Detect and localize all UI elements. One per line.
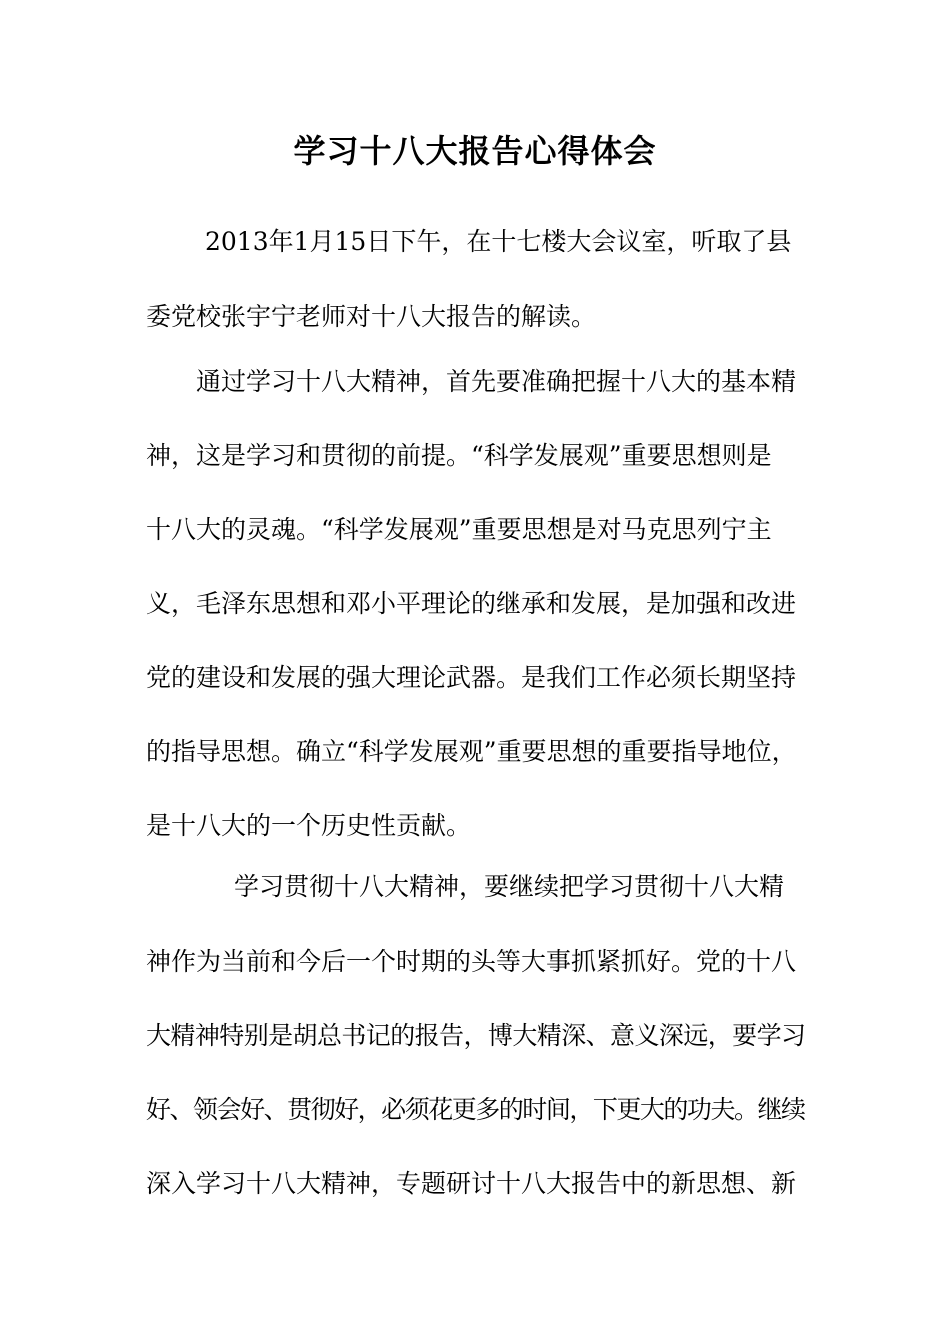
- paragraph-1-line-2: 委党校张宇宁老师对十八大报告的解读。: [146, 302, 597, 331]
- paragraph-3-line-1: 学习贯彻十八大精神，要继续把学习贯彻十八大精: [234, 872, 785, 901]
- paragraph-2-line-6: 的指导思想。确立“科学发展观”重要思想的重要指导地位，: [146, 737, 797, 766]
- paragraph-2-line-5: 党的建设和发展的强大理论武器。是我们工作必须长期坚持: [146, 663, 797, 692]
- paragraph-2-line-7: 是十八大的一个历史性贡献。: [146, 811, 472, 840]
- paragraph-2-line-2: 神，这是学习和贯彻的前提。“科学发展观”重要思想则是: [146, 441, 772, 470]
- paragraph-2-line-3: 十八大的灵魂。“科学发展观”重要思想是对马克思列宁主: [146, 515, 772, 544]
- paragraph-3-line-4: 好、领会好、贯彻好，必须花更多的时间，下更大的功夫。继续: [146, 1095, 805, 1124]
- document-title: 学习十八大报告心得体会: [293, 132, 657, 170]
- paragraph-2-line-1: 通过学习十八大精神，首先要准确把握十八大的基本精: [196, 367, 797, 396]
- paragraph-1-line-1: 2013年1月15日下午，在十七楼大会议室，听取了县: [205, 227, 792, 256]
- paragraph-3-line-2: 神作为当前和今后一个时期的头等大事抓紧抓好。党的十八: [146, 947, 797, 976]
- paragraph-3-line-5: 深入学习十八大精神，专题研讨十八大报告中的新思想、新: [146, 1169, 797, 1198]
- paragraph-2-line-4: 义，毛泽东思想和邓小平理论的继承和发展，是加强和改进: [146, 589, 797, 618]
- paragraph-3-line-3: 大精神特别是胡总书记的报告，博大精深、意义深远，要学习: [146, 1021, 806, 1050]
